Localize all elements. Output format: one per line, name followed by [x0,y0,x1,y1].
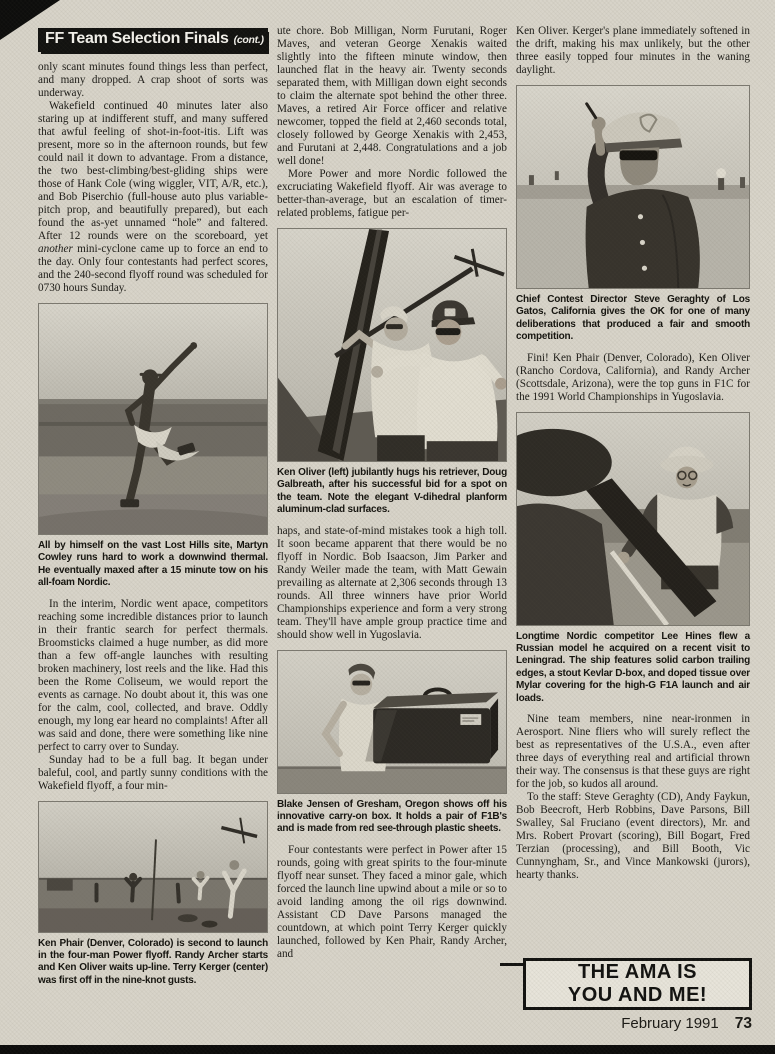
photo-caption-ken-phair: Ken Phair (Denver, Colorado) is second to launch in the four-man Power flyoff. Randy Archer starts and Ken Oliver waits up-line. Terry Kerger (center) was first off in the nine-knot gusts. [38,937,268,986]
photo-blake-jensen-box [277,650,507,794]
body-paragraph: ute chore. Bob Milligan, Norm Furutani, Roger Maves, and veteran George Xenakis waited slightly into the fifteen minute window, then launched flat in the heavy air. Twenty seconds separated them, with Milligan down eight seconds to claim the alternate spot behind the other three. Maves, a retired Air Force officer and relative newcomer, topped the field at 2,460 seconds total, closely followed by George Xenakis with 2,453, and Furutani at 2,448. Congratulations and a job well done! [277,25,507,167]
article-title-cont: (cont.) [233,34,264,46]
photo-power-flyoff-field [38,801,268,933]
photo-caption-cowley: All by himself on the vast Lost Hills site, Martyn Cowley runs hard to work a downwind thermal. He eventually maxed after a 15 minute tow on his all-foam Nordic. [38,540,268,589]
body-paragraph [38,100,268,295]
photo-caption-oliver-galbreath: Ken Oliver (left) jubilantly hugs his retriever, Doug Galbreath, after his successful bid for a spot on the team. Note the elegant V-dihedral planform aluminum-clad surfaces. [277,467,507,516]
column-left [38,28,268,995]
ama-slogan-line2: YOU AND ME! [567,984,708,1006]
body-paragraph: haps, and state-of-mind mistakes took a high toll. It soon became apparent that there would be no flyoff in Nordic. Bob Isaacson, Jim Parker and Randy Weiler made the team, with Matt Gewain prevailing as alternate at 2,306 seconds through 13 rounds. All three winners have prior World Championships experience and form a very strong team. They'll have ample group practice time and should show well in Yugoslavia. [277,524,507,641]
body-paragraph: Ken Oliver. Kerger's plane immediately softened in the drift, making his max unlikely, but the other three easily topped four minutes in the waning daylight. [516,25,750,76]
photo-caption-geraghty: Chief Contest Director Steve Geraghty of Los Gatos, California gives the OK for one of many deliberations that produced a fair and smooth competition. [516,294,750,343]
column-middle [277,25,507,961]
page-footer [621,1015,752,1033]
ama-slogan-line1: THE AMA IS [577,961,698,983]
scan-bottom-edge [0,1045,775,1054]
article-title-text: FF Team Selection Finals [45,30,229,47]
photo-martyn-cowley-running [38,303,268,535]
photo-lee-hines [516,412,750,626]
body-paragraph: In the interim, Nordic went apace, competitors reaching some incredible distances prior to launch in their frantic search for perfect thermals. Broomsticks claimed a huge number, as did more than a few off-angle launches with resulting broken machinery, lost reels and the like. Had this been the Rome Coliseum, we would report the events as carnage. No doubt about it, this was one for the calm, cool, collected, and brave. Oddly enough, my long ear heard no complaints! After all was said and done, there were something like nine perfect to carry over to Sunday. [38,597,268,753]
page-number: 73 [734,1015,752,1032]
body-paragraph: only scant minutes found things less than perfect, and many dropped. A crap shoot of sorts was underway. [38,61,268,99]
photo-oliver-galbreath-hug [277,228,507,462]
body-paragraph: More Power and more Nordic followed the excruciating Wakefield flyoff. Air was average to better-than-average, but an escalation of timer-related problems, fatigue per- [277,168,507,219]
issue-date: February 1991 [621,1015,719,1032]
photo-steve-geraghty [516,85,750,289]
paragraph-text: mini-cyclone came up to force an end to the day. Only four contestants had perfect scores, and the 240-second flyoff round was scheduled for 0730 hours Sunday. [38,243,268,294]
body-paragraph: Four contestants were perfect in Power after 15 rounds, going with great spirits to the four-minute flyoff near sunset. They faced a minor gale, which forced the launch line upwind about a mile or so to avoid landing among the oil rigs downwind. Assistant CD Dave Parsons managed the countdown, at which point Terry Kerger quickly launched, followed by Ken Phair, Randy Archer, and [277,843,507,960]
emphasized-word: another [38,243,73,255]
article-title [38,28,268,52]
body-paragraph: Sunday had to be a full bag. It began under baleful, cool, and partly sunny conditions with the Wakefield flyoff, a four min- [38,753,268,792]
ama-box-rule [500,963,523,966]
body-paragraph: To the staff: Steve Geraghty (CD), Andy Faykun, Bob Beecroft, Herb Robbins, Dave Parsons, Bill Swalley, Sal Fruciano (event directors), Mr. and Mrs. Robert Provart (scoring), Bill Bogart, Fred Terzian (processing), and Bill Booth, Vic Cunnyngham, Sr., and Vince Mankowski (jurors), hearty thanks. [516,791,750,882]
body-paragraph: Fini! Ken Phair (Denver, Colorado), Ken Oliver (Rancho Cordova, California), and Randy Archer (Scottsdale, Arizona), were the top guns in F1C for the 1991 World Championships in Yugoslavia. [516,351,750,403]
photo-caption-lee-hines: Longtime Nordic competitor Lee Hines flew a Russian model he acquired on a recent visit to Leningrad. The ship features solid carbon trailing edges, a stout Kevlar D-box, and doped tissue over Mylar covering for the high-G F1A launch and air loads. [516,630,750,704]
ama-slogan-box [523,958,752,1010]
paragraph-text: Wakefield continued 40 minutes later also staring up at indifferent stuff, and many suffered that awful feeling of shot-in-foot-itis. Lift was present, more so in the afternoon rounds, but few could nail it down to advantage. From a distance, the two best-climbing/best-gliding ships were those of Hank Cole (wing wiggler, VIT, A/R, etc.), and Bob Piserchio (full-house auto plus variable-pitch prop, and beautifully prepared), but each found the as-yet unnamed “hole” and faltered. After 12 rounds were on the scoreboard, yet [38,100,268,242]
column-right [516,25,750,882]
photo-caption-blake-jensen: Blake Jensen of Gresham, Oregon shows off his innovative carry-on box. It holds a pair of F1B's and is made from red see-through plastic sheets. [277,798,507,835]
body-paragraph: Nine team members, nine near-ironmen in Aerosport. Nine fliers who will surely reflect the best as representatives of the U.S.A., even after three days of everything real and artificial thrown their way. The consensus is that these guys are right for the job, so kudos all around. [516,713,750,791]
